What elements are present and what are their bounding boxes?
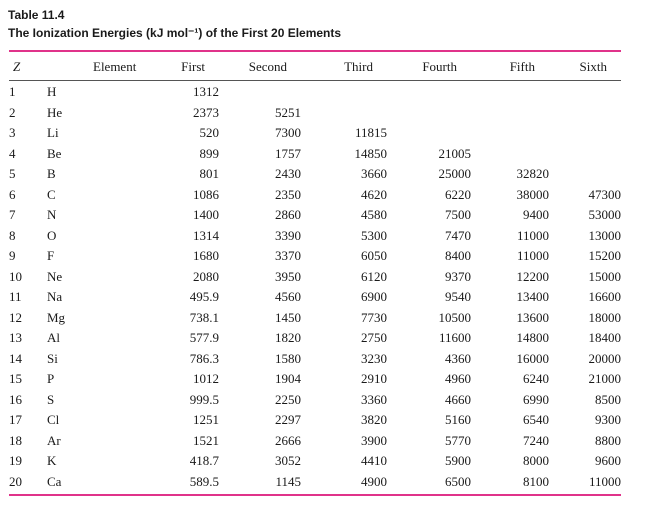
header-fifth: Fifth [509, 59, 535, 74]
cell-first: 1312 [193, 84, 219, 100]
cell-sixth: 21000 [588, 371, 621, 387]
cell-z: 10 [9, 268, 22, 284]
cell-third: 4410 [361, 453, 387, 469]
cell-element: Li [47, 125, 59, 141]
table-row [9, 369, 621, 390]
table-row [9, 349, 621, 370]
cell-element: K [47, 453, 57, 469]
cell-z: 1 [9, 84, 16, 100]
table-row [9, 246, 621, 267]
cell-second: 2860 [275, 207, 301, 223]
cell-third: 11815 [354, 125, 387, 141]
cell-second: 1145 [275, 473, 301, 489]
cell-second: 3950 [275, 268, 301, 284]
cell-first: 801 [199, 166, 219, 182]
cell-fourth: 25000 [438, 166, 471, 182]
cell-first: 999.5 [189, 391, 219, 407]
cell-first: 1400 [193, 207, 219, 223]
cell-element: O [47, 227, 57, 243]
cell-sixth: 53000 [588, 207, 621, 223]
cell-fourth: 7470 [445, 227, 471, 243]
cell-fifth [471, 103, 549, 124]
cell-z: 8 [9, 227, 16, 243]
cell-sixth: 47300 [588, 186, 621, 202]
cell-sixth: 15000 [588, 268, 621, 284]
table-row [9, 185, 621, 206]
cell-second: 2297 [275, 412, 301, 428]
table-row [9, 431, 621, 452]
cell-fifth: 13600 [516, 309, 549, 325]
cell-sixth [549, 123, 621, 144]
cell-element: Ca [47, 473, 62, 489]
cell-fourth: 11600 [438, 330, 471, 346]
cell-third: 4900 [361, 473, 387, 489]
cell-z: 20 [9, 473, 22, 489]
cell-z: 9 [9, 248, 16, 264]
cell-fifth: 38000 [516, 186, 549, 202]
cell-second: 2430 [275, 166, 301, 182]
cell-third: 6900 [361, 289, 387, 305]
cell-sixth: 15200 [588, 248, 621, 264]
cell-fourth [387, 123, 471, 144]
cell-fifth: 8100 [523, 473, 549, 489]
cell-z: 11 [9, 289, 22, 305]
cell-fourth [387, 82, 471, 103]
header-fourth: Fourth [422, 59, 457, 74]
cell-first: 1086 [193, 186, 219, 202]
table-row [9, 205, 621, 226]
table-row [9, 287, 621, 308]
cell-first: 738.1 [189, 309, 219, 325]
top-rule [9, 50, 621, 52]
cell-element: B [47, 166, 56, 182]
cell-fifth: 32820 [516, 166, 549, 182]
cell-second: 7300 [275, 125, 301, 141]
cell-third: 14850 [354, 145, 387, 161]
cell-z: 12 [9, 309, 22, 325]
cell-first: 495.9 [189, 289, 219, 305]
cell-second: 3390 [275, 227, 301, 243]
table-row [9, 308, 621, 329]
cell-element: Ar [47, 432, 61, 448]
table-row [9, 123, 621, 144]
cell-sixth: 13000 [588, 227, 621, 243]
cell-first: 2080 [193, 268, 219, 284]
cell-first: 1680 [193, 248, 219, 264]
ionization-energy-table [9, 56, 621, 492]
cell-element: Cl [47, 412, 60, 428]
cell-first: 418.7 [189, 453, 219, 469]
cell-element: He [47, 104, 63, 120]
header-element: Element [93, 59, 137, 74]
cell-fourth: 6500 [445, 473, 471, 489]
cell-fifth [471, 82, 549, 103]
cell-sixth: 18400 [588, 330, 621, 346]
cell-second [219, 82, 301, 103]
cell-third: 4580 [361, 207, 387, 223]
cell-second: 2666 [275, 432, 301, 448]
cell-first: 899 [199, 145, 219, 161]
cell-third: 5300 [361, 227, 387, 243]
cell-fourth: 5900 [445, 453, 471, 469]
cell-fourth: 8400 [445, 248, 471, 264]
header-third: Third [344, 59, 373, 74]
cell-z: 13 [9, 330, 22, 346]
cell-fourth: 9370 [445, 268, 471, 284]
cell-element: Al [47, 330, 60, 346]
cell-third: 4620 [361, 186, 387, 202]
cell-z: 2 [9, 104, 16, 120]
cell-first: 1251 [193, 412, 219, 428]
cell-z: 3 [9, 125, 16, 141]
cell-second: 1904 [275, 371, 301, 387]
cell-z: 16 [9, 391, 22, 407]
cell-element: Si [47, 350, 58, 366]
cell-second: 1450 [275, 309, 301, 325]
cell-second: 4560 [275, 289, 301, 305]
table-row [9, 144, 621, 165]
cell-fifth: 6240 [523, 371, 549, 387]
cell-fifth: 8000 [523, 453, 549, 469]
table-row [9, 328, 621, 349]
cell-sixth: 20000 [588, 350, 621, 366]
cell-third: 3360 [361, 391, 387, 407]
cell-second: 3370 [275, 248, 301, 264]
cell-fifth: 7240 [523, 432, 549, 448]
cell-third: 2910 [361, 371, 387, 387]
cell-third: 3900 [361, 432, 387, 448]
cell-fifth: 11000 [516, 227, 549, 243]
cell-fourth: 9540 [445, 289, 471, 305]
table-row [9, 82, 621, 103]
cell-second: 1757 [275, 145, 301, 161]
cell-fifth [471, 123, 549, 144]
cell-sixth: 9600 [595, 453, 621, 469]
cell-first: 577.9 [189, 330, 219, 346]
table-caption: The Ionization Energies (kJ mol⁻¹) of the First 20 Elements [8, 26, 342, 40]
cell-second: 1580 [275, 350, 301, 366]
cell-z: 19 [9, 453, 22, 469]
cell-element: P [47, 371, 55, 387]
cell-z: 14 [9, 350, 22, 366]
cell-third: 6120 [361, 268, 387, 284]
cell-sixth: 16600 [588, 289, 621, 305]
cell-element: C [47, 186, 56, 202]
cell-fifth: 16000 [516, 350, 549, 366]
cell-third: 6050 [361, 248, 387, 264]
cell-z: 17 [9, 412, 22, 428]
cell-z: 6 [9, 186, 16, 202]
header-second: Second [248, 59, 287, 74]
cell-element: Mg [47, 309, 66, 325]
cell-element: F [47, 248, 55, 264]
cell-third [301, 103, 387, 124]
cell-third [301, 82, 387, 103]
cell-fourth: 5770 [445, 432, 471, 448]
cell-fourth: 5160 [445, 412, 471, 428]
cell-sixth: 8800 [595, 432, 621, 448]
table-row [9, 390, 621, 411]
table-number: Table 11.4 [8, 8, 65, 22]
cell-fifth: 6540 [523, 412, 549, 428]
table-row [9, 164, 621, 185]
table-row [9, 103, 621, 124]
cell-fourth: 4960 [445, 371, 471, 387]
cell-z: 18 [9, 432, 22, 448]
header-first: First [181, 59, 205, 74]
cell-first: 1012 [193, 371, 219, 387]
cell-first: 786.3 [189, 350, 219, 366]
cell-fifth: 14800 [516, 330, 549, 346]
cell-fourth: 4360 [445, 350, 471, 366]
cell-sixth [549, 82, 621, 103]
cell-first: 1314 [193, 227, 219, 243]
bottom-rule [9, 494, 621, 496]
cell-z: 4 [9, 145, 16, 161]
cell-fourth: 21005 [438, 145, 471, 161]
cell-sixth: 18000 [588, 309, 621, 325]
cell-third: 3660 [361, 166, 387, 182]
cell-element: S [47, 391, 55, 407]
header-z: Z [13, 59, 21, 74]
cell-sixth: 9300 [595, 412, 621, 428]
table-row [9, 410, 621, 431]
cell-second: 2250 [275, 391, 301, 407]
cell-sixth [549, 103, 621, 124]
cell-element: Ne [47, 268, 63, 284]
cell-fourth: 6220 [445, 186, 471, 202]
table-row [9, 226, 621, 247]
cell-first: 2373 [193, 104, 219, 120]
cell-fourth [387, 103, 471, 124]
cell-third: 2750 [361, 330, 387, 346]
cell-sixth: 8500 [595, 391, 621, 407]
cell-second: 5251 [275, 104, 301, 120]
cell-sixth: 11000 [588, 473, 621, 489]
cell-element: Be [47, 145, 62, 161]
cell-fifth: 13400 [516, 289, 549, 305]
cell-first: 1521 [193, 432, 219, 448]
cell-second: 3052 [275, 453, 301, 469]
cell-fourth: 4660 [445, 391, 471, 407]
table-row [9, 472, 621, 493]
cell-second: 1820 [275, 330, 301, 346]
cell-element: Na [47, 289, 63, 305]
cell-sixth [549, 144, 621, 165]
cell-first: 589.5 [189, 473, 219, 489]
table-row [9, 267, 621, 288]
cell-fifth: 12200 [516, 268, 549, 284]
cell-element: H [47, 84, 57, 100]
cell-z: 7 [9, 207, 16, 223]
cell-z: 15 [9, 371, 22, 387]
cell-element: N [47, 207, 57, 223]
cell-fifth: 6990 [523, 391, 549, 407]
cell-fourth: 10500 [438, 309, 471, 325]
cell-fifth: 9400 [523, 207, 549, 223]
cell-sixth [549, 164, 621, 185]
cell-third: 3230 [361, 350, 387, 366]
header-row [9, 56, 621, 82]
cell-fifth [471, 144, 549, 165]
cell-third: 7730 [361, 309, 387, 325]
table-row [9, 451, 621, 472]
cell-third: 3820 [361, 412, 387, 428]
cell-fourth: 7500 [445, 207, 471, 223]
cell-fifth: 11000 [516, 248, 549, 264]
cell-second: 2350 [275, 186, 301, 202]
cell-z: 5 [9, 166, 16, 182]
header-sixth: Sixth [579, 59, 607, 74]
cell-first: 520 [199, 125, 219, 141]
